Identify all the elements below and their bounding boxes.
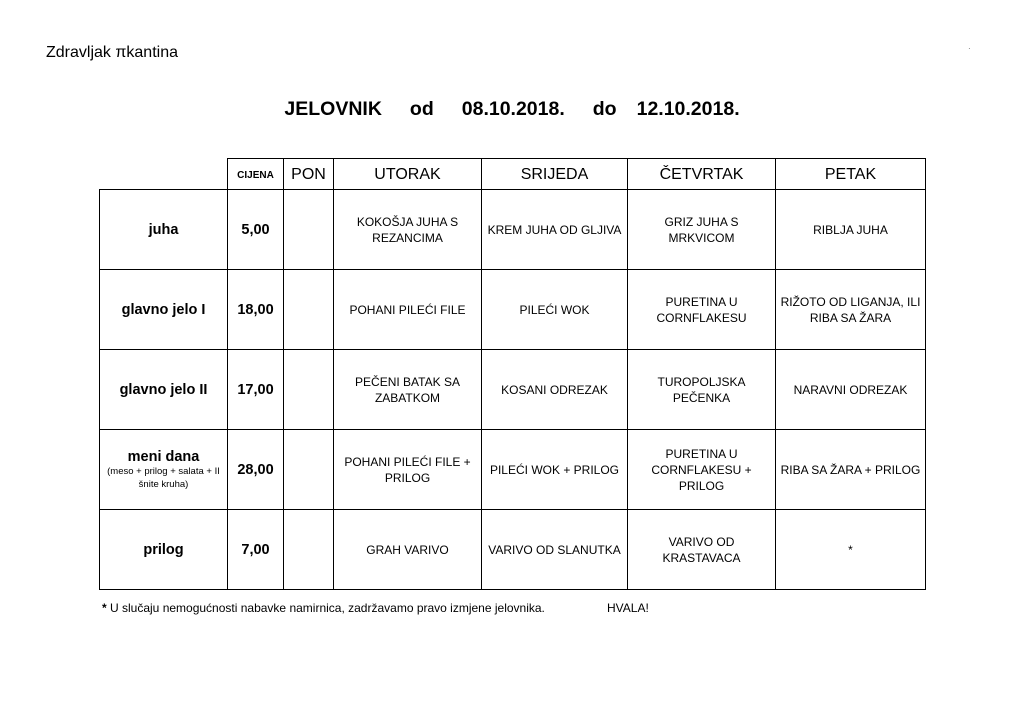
cell-petak: * [776, 510, 926, 590]
cell-petak: RIBA SA ŽARA + PRILOG [776, 430, 926, 510]
corner-mark: · [968, 44, 971, 53]
cell-utorak: POHANI PILEĆI FILE [334, 270, 482, 350]
cell-utorak: PEČENI BATAK SA ZABATKOM [334, 350, 482, 430]
row-sublabel: (meso + prilog + salata + II šnite kruha) [107, 465, 220, 490]
brand-name: Zdravljak πkantina [46, 44, 178, 61]
cell-pon [284, 190, 334, 270]
footnote-text: U slučaju nemogućnosti nabavke namirnica, zadržavamo pravo izmjene jelovnika. [106, 601, 545, 615]
header-day-utorak: UTORAK [334, 159, 482, 190]
footnote [102, 601, 545, 615]
title-to-date: 12.10.2018. [636, 98, 740, 120]
table-row [100, 350, 926, 430]
row-price: 5,00 [228, 190, 284, 270]
cell-petak: RIŽOTO OD LIGANJA, ILI RIBA SA ŽARA [776, 270, 926, 350]
cell-pon [284, 270, 334, 350]
menu-table [99, 158, 926, 590]
row-price: 28,00 [228, 430, 284, 510]
cell-petak: RIBLJA JUHA [776, 190, 926, 270]
header-day-petak: PETAK [776, 159, 926, 190]
cell-cetvrtak: PURETINA U CORNFLAKESU + PRILOG [628, 430, 776, 510]
table-row [100, 510, 926, 590]
cell-cetvrtak: PURETINA U CORNFLAKESU [628, 270, 776, 350]
header-day-cetvrtak: ČETVRTAK [628, 159, 776, 190]
cell-srijeda: KREM JUHA OD GLJIVA [482, 190, 628, 270]
cell-cetvrtak: VARIVO OD KRASTAVACA [628, 510, 776, 590]
table-row [100, 430, 926, 510]
header-day-pon: PON [284, 159, 334, 190]
footnote-star: * [102, 601, 107, 615]
cell-pon [284, 510, 334, 590]
cell-srijeda: KOSANI ODREZAK [482, 350, 628, 430]
cell-pon [284, 430, 334, 510]
row-label: juha [100, 190, 228, 270]
row-price: 18,00 [228, 270, 284, 350]
cell-srijeda: PILEĆI WOK + PRILOG [482, 430, 628, 510]
menu-title [0, 98, 1024, 121]
cell-cetvrtak: GRIZ JUHA S MRKVICOM [628, 190, 776, 270]
row-price: 7,00 [228, 510, 284, 590]
cell-utorak: GRAH VARIVO [334, 510, 482, 590]
row-label: glavno jelo I [100, 270, 228, 350]
title-from-label: od [409, 98, 434, 120]
cell-utorak: KOKOŠJA JUHA S REZANCIMA [334, 190, 482, 270]
header-row [100, 159, 926, 190]
cell-petak: NARAVNI ODREZAK [776, 350, 926, 430]
cell-pon [284, 350, 334, 430]
row-label: glavno jelo II [100, 350, 228, 430]
table-row [100, 190, 926, 270]
header-blank-cell [100, 159, 228, 190]
header-price: CIJENA [228, 159, 284, 190]
header-day-srijeda: SRIJEDA [482, 159, 628, 190]
cell-srijeda: PILEĆI WOK [482, 270, 628, 350]
row-label: meni dana (meso + prilog + salata + II šnite kruha) [100, 430, 228, 510]
row-label: prilog [100, 510, 228, 590]
cell-utorak: POHANI PILEĆI FILE + PRILOG [334, 430, 482, 510]
title-word: JELOVNIK [284, 98, 382, 120]
table-row [100, 270, 926, 350]
cell-cetvrtak: TUROPOLJSKA PEČENKA [628, 350, 776, 430]
thanks-note: HVALA! [607, 601, 649, 615]
row-price: 17,00 [228, 350, 284, 430]
title-to-label: do [592, 98, 617, 120]
cell-srijeda: VARIVO OD SLANUTKA [482, 510, 628, 590]
title-from-date: 08.10.2018. [461, 98, 565, 120]
